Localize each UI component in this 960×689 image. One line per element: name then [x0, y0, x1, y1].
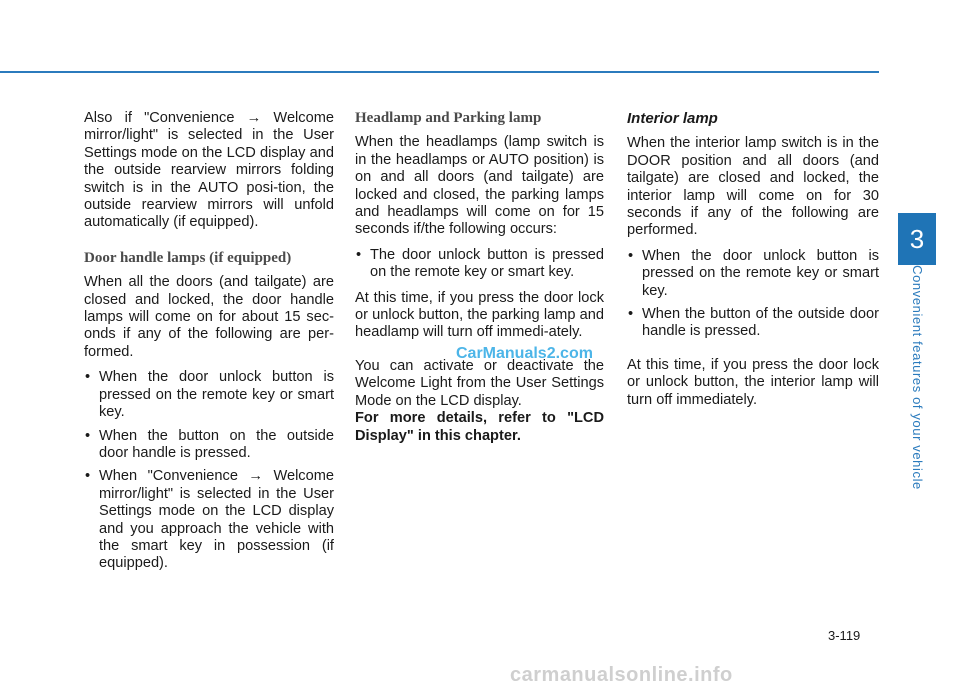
interior-lamp-heading: Interior lamp: [627, 110, 718, 127]
chapter-title: Convenient features of your vehicle: [909, 264, 925, 490]
bullet-icon: •: [628, 306, 634, 323]
bullet-icon: •: [85, 369, 91, 386]
headlamp-body: When the headlamps (lamp switch is in the headlamps or AUTO position) is on and all doors (and tailgate) are locked and closed, the parking lamps and headlamps will come on for 15 seconds if/the following occurs:: [355, 134, 604, 238]
page-number: 3-119: [828, 628, 861, 643]
interior-lamp-body: When the interior lamp switch is in the DOOR position and all doors (and tailgate) are closed and locked, the interior lamp will come on for 30 seconds if any of the following are performed.: [627, 135, 879, 239]
column-1: [84, 110, 334, 581]
bullet-icon: •: [628, 247, 634, 264]
door-handle-list: [84, 369, 334, 572]
door-handle-body: When all the doors (and tailgate) are closed and locked, the door handle lamps will come on for about 15 sec-onds if any of the following are per-formed.: [84, 274, 334, 360]
interior-lamp-after: At this time, if you press the door lock or unlock button, the interior lamp will turn off immediately.: [627, 356, 879, 408]
header-rule: [0, 71, 879, 73]
list-item: • When "Convenience → Welcome mirror/light" is selected in the User Settings mode on the LCD display and you approach the vehicle with the smart key in possession (if equipped).: [85, 468, 334, 572]
list-item: • When the button on the outside door handle is pressed.: [85, 427, 334, 461]
bullet-icon: •: [85, 427, 91, 444]
headlamp-after: At this time, if you press the door lock or unlock button, the parking lamp and headlamp will turn off immedi-ately.: [355, 289, 604, 341]
list-item: • When the door unlock button is pressed on the remote key or smart key.: [85, 369, 334, 421]
headlamp-heading: Headlamp and Parking lamp: [355, 110, 542, 126]
headlamp-list: [355, 247, 604, 282]
list-item: • The door unlock button is pressed on the remote key or smart key.: [356, 246, 604, 281]
column-2: [355, 110, 604, 453]
watermark-footer: carmanualsonline.info: [510, 664, 733, 686]
bullet-icon: •: [85, 468, 91, 485]
list-item: • When the door unlock button is pressed on the remote key or smart key.: [628, 247, 879, 299]
bullet-icon: •: [356, 246, 362, 263]
welcome-note: You can activate or deactivate the Welcome Light from the User Settings Mode on the LCD display.: [355, 357, 604, 409]
list-item: • When the button of the outside door handle is pressed.: [628, 306, 879, 340]
welcome-note-bold: For more details, refer to "LCD Display" in this chapter.: [355, 410, 604, 444]
intro-paragraph: Also if "Convenience → Welcome mirror/light" is selected in the User Settings mode on the LCD display and the outside rearview mirrors folding switch is in the AUTO posi-tion, the outside rearview mirrors will unfold automatically (if equipped).: [84, 110, 334, 231]
column-3: [627, 110, 879, 417]
chapter-tab: 3: [898, 213, 936, 265]
interior-lamp-list: [627, 248, 879, 341]
watermark-overlay: CarManuals2.com: [456, 345, 593, 362]
door-handle-heading: Door handle lamps (if equipped): [84, 249, 292, 266]
